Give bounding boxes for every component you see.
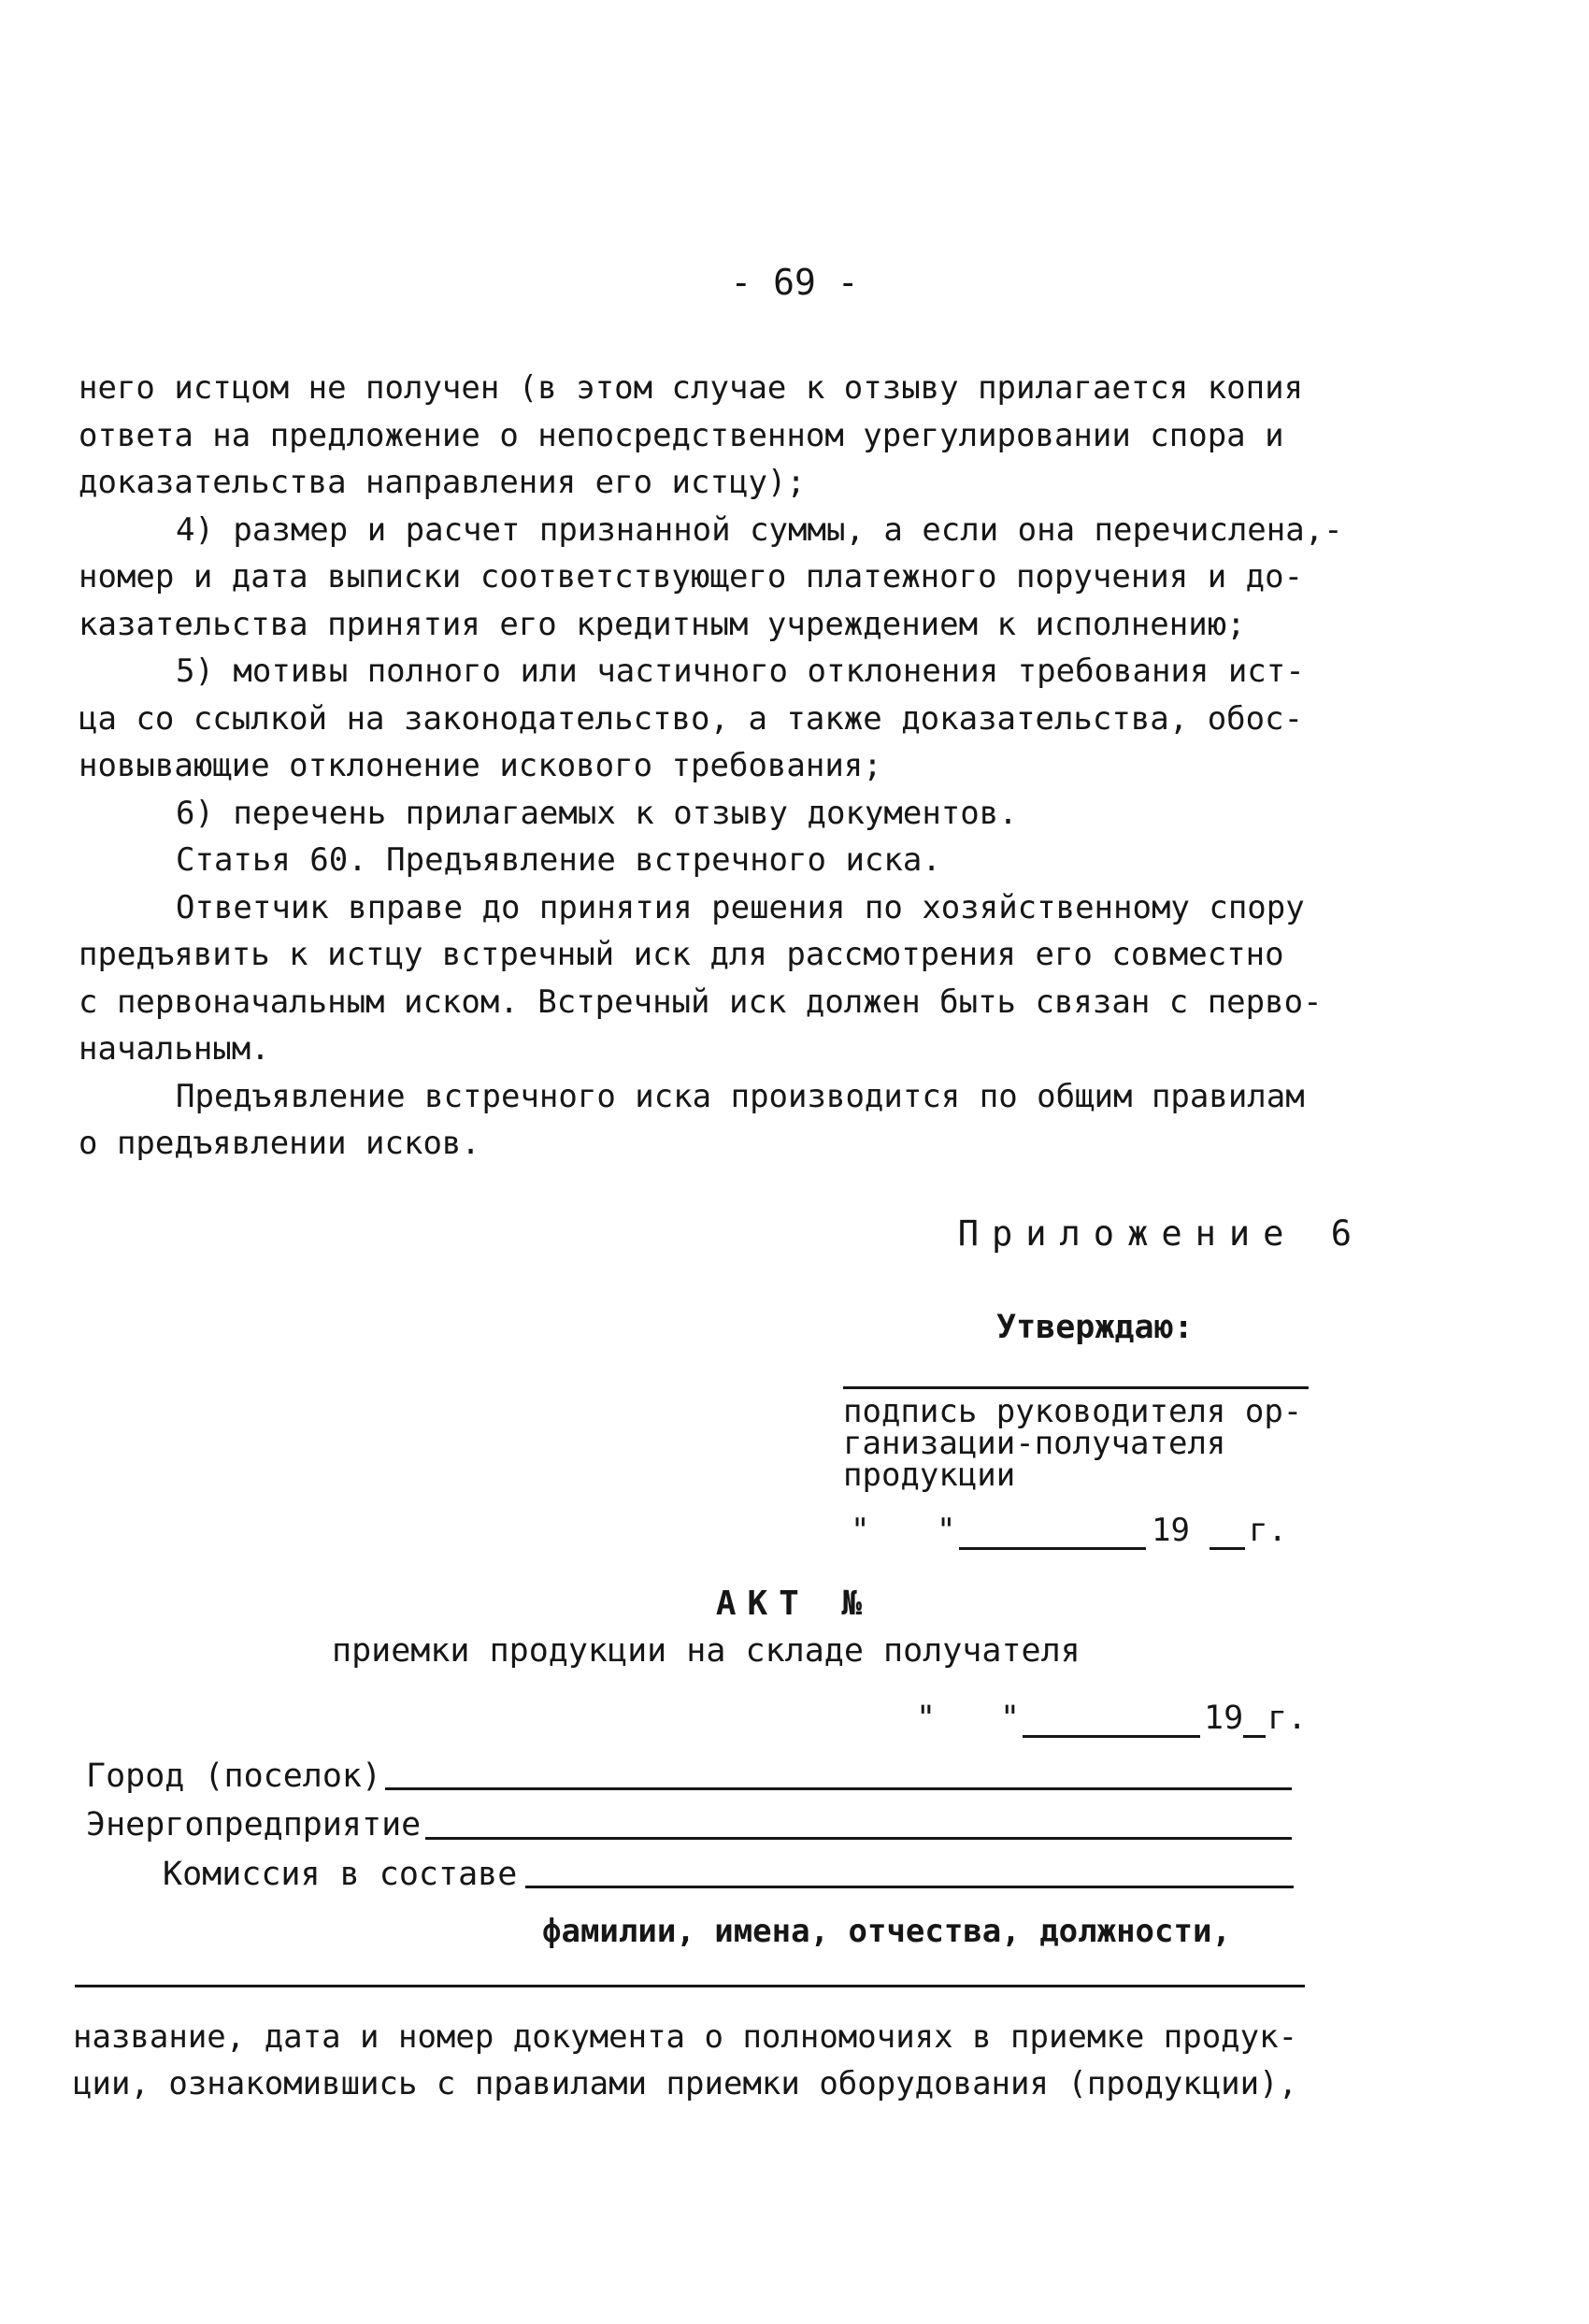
bottom-text (73, 2014, 1381, 2107)
city-label: Город (поселок) (86, 1757, 382, 1795)
article-heading: Статья 60. Предъявление встречного иска. (176, 841, 941, 879)
date-blank (1023, 1700, 1200, 1738)
act-title: АКТ № (715, 1585, 874, 1623)
body-line: новывающие отклонение искового требования; (79, 747, 882, 784)
enterprise-field[interactable] (425, 1837, 1292, 1840)
year-blank (1210, 1512, 1245, 1550)
signature-line (843, 1386, 1309, 1389)
body-line: 6) перечень прилагаемых к отзыву документов. (176, 794, 1018, 832)
body-line: номер и дата выписки соответствующего платежного поручения и до- (79, 558, 1304, 595)
approval-date (843, 1512, 1329, 1558)
approval-label: Утверждаю: (996, 1309, 1194, 1346)
body-line: доказательства направления его истцу); (79, 464, 806, 501)
body-line: ца со ссылкой на законодательство, а также доказательства, обос- (79, 699, 1304, 738)
year-prefix: 19 (1204, 1700, 1244, 1737)
commission-field[interactable] (525, 1886, 1294, 1888)
year-prefix: 19 (1152, 1512, 1190, 1549)
body-line: с первоначальным иском. Встречный иск должен быть связан с перво- (79, 983, 1323, 1021)
signature-caption-line: продукции (843, 1456, 1016, 1494)
year-suffix: г. (1267, 1700, 1308, 1737)
body-line: начальным. (79, 1030, 270, 1068)
signature-caption-line: подпись руководителя ор- (843, 1393, 1303, 1430)
body-line: Предъявление встречного иска производится по общим правилам (176, 1077, 1305, 1115)
quote-close: " (1000, 1700, 1021, 1737)
page-number: - 69 - (730, 262, 859, 303)
body-line: о предъявлении исков. (79, 1125, 480, 1162)
year-suffix: г. (1249, 1512, 1287, 1549)
body-line: предъявить к истцу встречный иск для рассмотрения его совместно (79, 936, 1284, 973)
full-width-blank[interactable] (75, 1985, 1305, 1987)
body-line: ответа на предложение о непосредственном урегулировании спора и (79, 416, 1284, 454)
city-field[interactable] (385, 1787, 1292, 1790)
body-line: название, дата и номер документа о полномочиях в приемке продук- (73, 2018, 1298, 2056)
signature-caption-line: ганизации-получателя (843, 1425, 1226, 1462)
quote-open: " (851, 1512, 870, 1549)
body-text (79, 365, 1368, 1168)
body-line: Ответчик вправе до принятия решения по хозяйственному спору (176, 888, 1305, 926)
body-line: него истцом не получен (в этом случае к отзыву прилагается копия (79, 369, 1304, 407)
act-subtitle: приемки продукции на складе получателя (332, 1632, 1081, 1670)
commission-hint: фамилии, имена, отчества, должности, (542, 1913, 1231, 1950)
body-line: 5) мотивы полного или частичного отклонения требования ист- (176, 653, 1305, 690)
enterprise-label: Энергопредприятие (86, 1806, 422, 1843)
commission-label: Комиссия в составе (163, 1856, 518, 1893)
body-line: казательства принятия его кредитным учреждением к исполнению; (79, 605, 1246, 643)
appendix-label: Приложение 6 (957, 1213, 1365, 1254)
signature-caption (843, 1393, 1329, 1494)
act-date (907, 1700, 1308, 1746)
year-blank (1243, 1700, 1266, 1738)
quote-close: " (937, 1512, 956, 1549)
quote-open: " (916, 1700, 937, 1737)
body-line: 4) размер и расчет признанной суммы, а если она перечислена,- (176, 510, 1343, 549)
date-blank (959, 1512, 1146, 1550)
body-line: ции, ознакомившись с правилами приемки оборудования (продукции), (73, 2065, 1298, 2102)
